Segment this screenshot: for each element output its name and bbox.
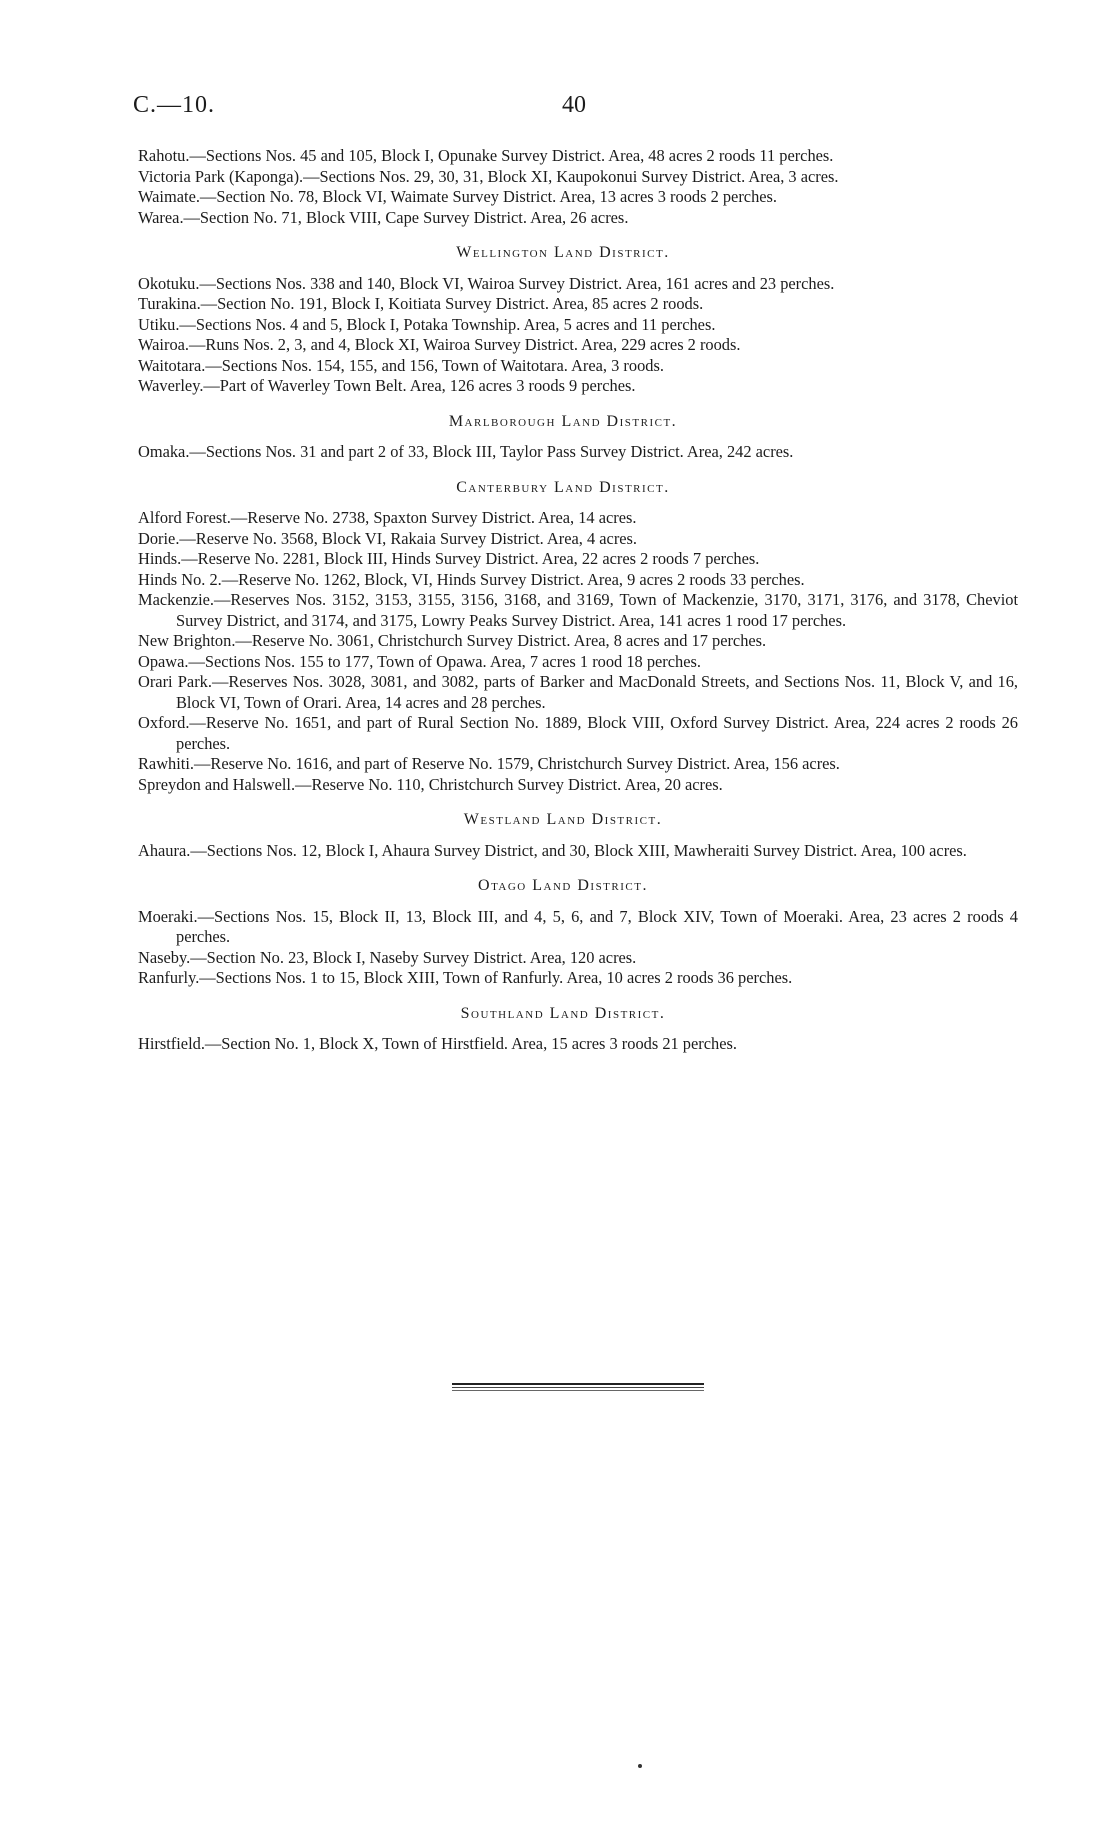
district-heading: Otago Land District. (478, 877, 648, 894)
reserve-entry: Mackenzie.—Reserves Nos. 3152, 3153, 3155, 3156, 3168, and 3169, Town of Mackenzie, 3170, 3171, 3176, and 3178, Cheviot Survey District, and 3174, and 3175, Lowry Peaks Survey District. Area, 141 acres 1 rood 17 perches. (138, 590, 1018, 630)
reserve-entry: Victoria Park (Kaponga).—Sections Nos. 29, 30, 31, Block XI, Kaupokonui Survey District. Area, 3 acres. (138, 166, 839, 186)
reserve-entry: Waimate.—Section No. 78, Block VI, Waimate Survey District. Area, 13 acres 3 roods 2 perches. (138, 187, 778, 206)
district-heading: Southland Land District. (460, 1004, 666, 1022)
land-district-section (138, 1004, 1018, 1055)
district-heading: Canterbury Land District. (456, 478, 670, 496)
land-district-section (138, 146, 1018, 228)
reserve-entry: Hinds No. 2.—Reserve No. 1262, Block, VI, Hinds Survey District. Area, 9 acres 2 roods 33 perches. (138, 569, 805, 589)
district-heading: Wellington Land District. (456, 244, 670, 261)
land-district-section (138, 810, 1018, 861)
reserve-entry: Waitotara.—Sections Nos. 154, 155, and 156, Town of Waitotara. Area, 3 roods. (138, 355, 664, 375)
reserve-entry: Ahaura.—Sections Nos. 12, Block I, Ahaura Survey District, and 30, Block XIII, Mawheraiti Survey District. Area, 100 acres. (138, 840, 967, 860)
land-district-section (138, 876, 1018, 989)
reserve-entry: Wairoa.—Runs Nos. 2, 3, and 4, Block XI, Wairoa Survey District. Area, 229 acres 2 roods. (138, 335, 741, 354)
document-reference: C.—10. (133, 92, 216, 118)
reserve-entry: Oxford.—Reserve No. 1651, and part of Rural Section No. 1889, Block VIII, Oxford Survey District. Area, 224 acres 2 roods 26 perches. (138, 713, 1018, 753)
reserve-entry: Hirstfield.—Section No. 1, Block X, Town of Hirstfield. Area, 15 acres 3 roods 21 perches. (138, 1034, 737, 1053)
reserve-entry: Okotuku.—Sections Nos. 338 and 140, Block VI, Wairoa Survey District. Area, 161 acres and 23 perches. (138, 273, 835, 293)
reserve-entry: Ranfurly.—Sections Nos. 1 to 15, Block XIII, Town of Ranfurly. Area, 10 acres 2 roods 36 perches. (138, 968, 793, 987)
land-district-section (138, 412, 1018, 463)
reserve-entry: Waverley.—Part of Waverley Town Belt. Area, 126 acres 3 roods 9 perches. (138, 376, 636, 395)
reserve-entry: Omaka.—Sections Nos. 31 and part 2 of 33, Block III, Taylor Pass Survey District. Area, 242 acres. (138, 442, 794, 461)
reserves-list (138, 146, 1018, 1055)
closing-rule (452, 1383, 704, 1391)
reserve-entry: New Brighton.—Reserve No. 3061, Christchurch Survey District. Area, 8 acres and 17 perches. (138, 631, 767, 650)
reserve-entry: Naseby.—Section No. 23, Block I, Naseby Survey District. Area, 120 acres. (138, 947, 637, 967)
reserve-entry: Rawhiti.—Reserve No. 1616, and part of Reserve No. 1579, Christchurch Survey District. Area, 156 acres. (138, 754, 840, 773)
page-mark (638, 1764, 642, 1768)
reserve-entry: Moeraki.—Sections Nos. 15, Block II, 13, Block III, and 4, 5, 6, and 7, Block XIV, Town of Moeraki. Area, 23 acres 2 roods 4 perches. (138, 906, 1018, 946)
reserve-entry: Alford Forest.—Reserve No. 2738, Spaxton Survey District. Area, 14 acres. (138, 508, 637, 527)
page-number: 40 (562, 92, 586, 118)
land-district-section (138, 478, 1018, 796)
reserve-entry: Spreydon and Halswell.—Reserve No. 110, Christchurch Survey District. Area, 20 acres. (138, 774, 723, 794)
reserve-entry: Opawa.—Sections Nos. 155 to 177, Town of Opawa. Area, 7 acres 1 rood 18 perches. (138, 651, 701, 671)
reserve-entry: Utiku.—Sections Nos. 4 and 5, Block I, Potaka Township. Area, 5 acres and 11 perches. (138, 314, 716, 334)
district-heading: Marlborough Land District. (448, 412, 678, 430)
land-district-section (138, 243, 1018, 397)
reserve-entry: Orari Park.—Reserves Nos. 3028, 3081, and 3082, parts of Barker and MacDonald Streets, and Sections Nos. 11, Block V, and 16, Block VI, Town of Orari. Area, 14 acres and 28 perches. (138, 672, 1018, 712)
reserve-entry: Rahotu.—Sections Nos. 45 and 105, Block I, Opunake Survey District. Area, 48 acres 2 roods 11 perches. (138, 146, 834, 165)
reserve-entry: Hinds.—Reserve No. 2281, Block III, Hinds Survey District. Area, 22 acres 2 roods 7 perches. (138, 549, 760, 568)
reserve-entry: Dorie.—Reserve No. 3568, Block VI, Rakaia Survey District. Area, 4 acres. (138, 528, 638, 548)
reserve-entry: Warea.—Section No. 71, Block VIII, Cape Survey District. Area, 26 acres. (138, 207, 629, 227)
reserve-entry: Turakina.—Section No. 191, Block I, Koitiata Survey District. Area, 85 acres 2 roods. (138, 294, 704, 313)
district-heading: Westland Land District. (463, 811, 663, 828)
